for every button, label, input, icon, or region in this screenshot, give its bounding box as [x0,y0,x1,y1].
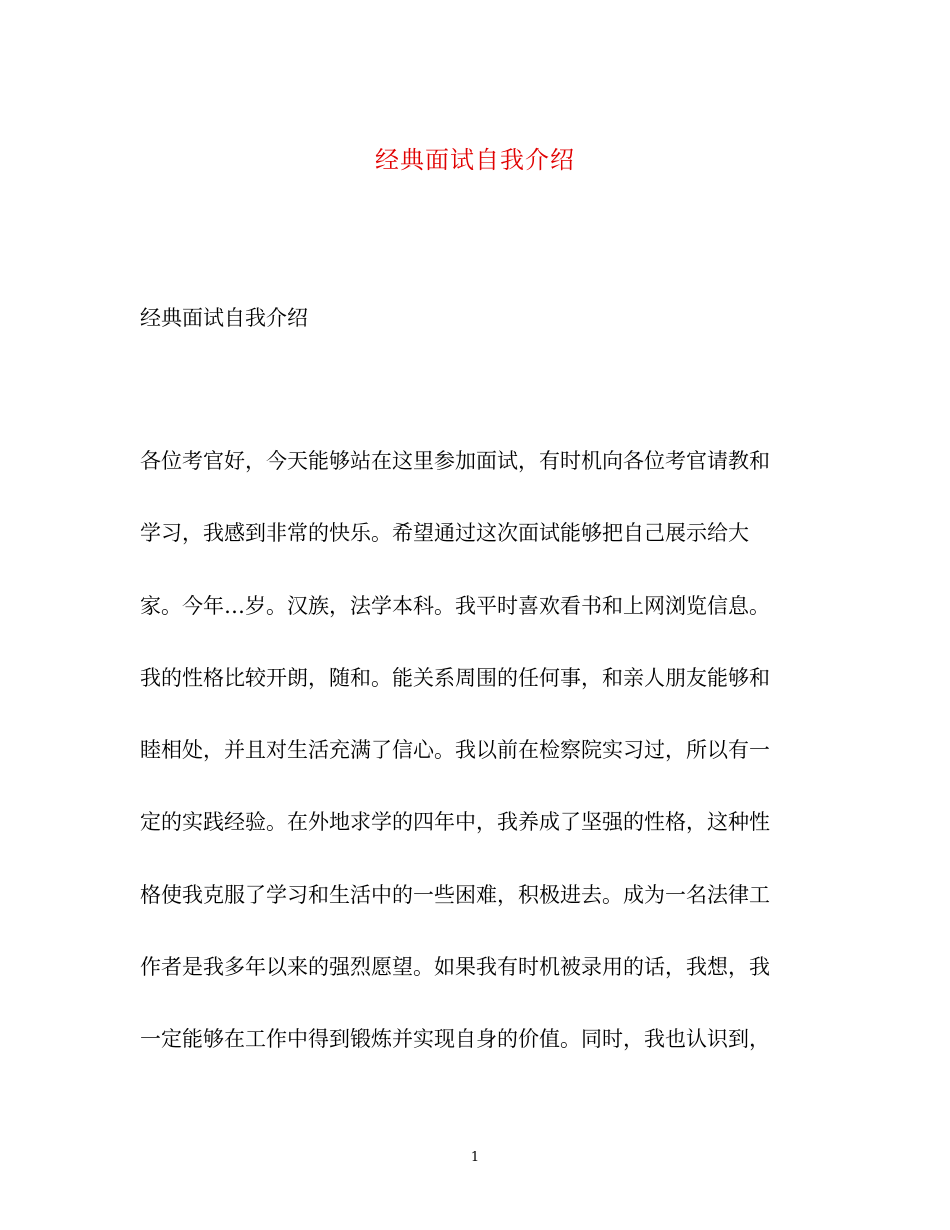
page-number: 1 [470,1150,480,1165]
paragraph-line: 格使我克服了学习和生活中的一些困难，积极进去。成为一名法律工 [140,882,770,907]
paragraph-line: 睦相处，并且对生活充满了信心。我以前在检察院实习过，所以有一 [140,738,770,763]
section-heading: 经典面试自我介绍 [140,306,308,330]
paragraph-line: 作者是我多年以来的强烈愿望。如果我有时机被录用的话，我想，我 [140,955,770,980]
paragraph-line: 学习，我感到非常的快乐。希望通过这次面试能够把自己展示给大 [140,521,749,546]
paragraph-line: 各位考官好，今天能够站在这里参加面试，有时机向各位考官请教和 [140,449,770,473]
paragraph-line: 定的实践经验。在外地求学的四年中，我养成了坚强的性格，这种性 [140,810,770,835]
paragraph-line: 我的性格比较开朗，随和。能关系周围的任何事，和亲人朋友能够和 [140,665,770,690]
body-paragraph [140,443,800,1094]
paragraph-line: 家。今年…岁。汉族，法学本科。我平时喜欢看书和上网浏览信息。 [140,593,770,618]
page-title: 经典面试自我介绍 [375,146,575,174]
paragraph-line: 一定能够在工作中得到锻炼并实现自身的价值。同时，我也认识到， [140,1027,770,1052]
